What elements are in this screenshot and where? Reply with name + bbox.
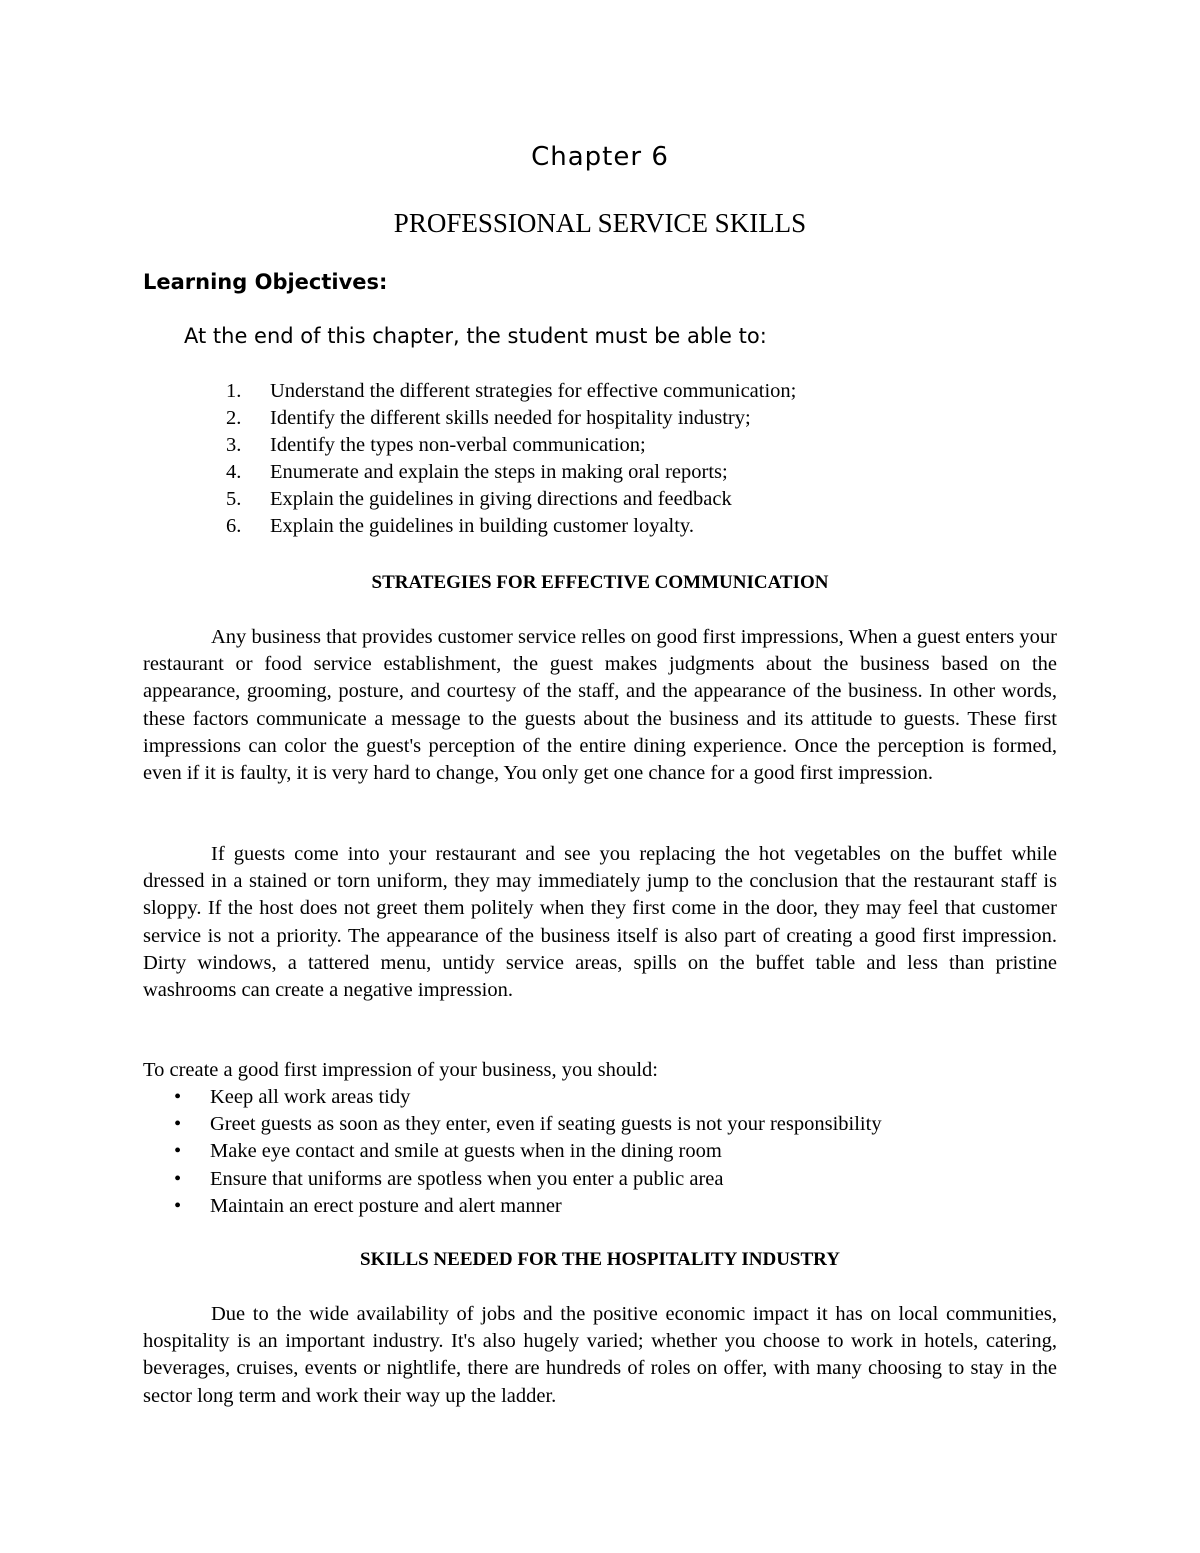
objective-number: 4. bbox=[226, 461, 242, 483]
bullet-text: Maintain an erect posture and alert manner bbox=[210, 1194, 562, 1217]
objective-item bbox=[226, 378, 796, 405]
bullet-icon: • bbox=[174, 1113, 182, 1136]
learning-objectives-intro: At the end of this chapter, the student must be able to: bbox=[184, 324, 767, 348]
section-heading-strategies: STRATEGIES FOR EFFECTIVE COMMUNICATION bbox=[371, 572, 829, 593]
bullet-text: Ensure that uniforms are spotless when you enter a public area bbox=[210, 1167, 724, 1190]
objective-text: Enumerate and explain the steps in making oral reports; bbox=[270, 461, 728, 483]
objective-item bbox=[226, 513, 796, 540]
chapter-label: Chapter 6 bbox=[531, 142, 669, 172]
bullet-icon: • bbox=[174, 1194, 182, 1217]
bullet-item bbox=[170, 1166, 882, 1193]
bullet-item bbox=[170, 1084, 882, 1111]
first-impression-bullets bbox=[170, 1084, 882, 1220]
bullet-text: Keep all work areas tidy bbox=[210, 1086, 411, 1108]
objective-number: 5. bbox=[226, 488, 242, 510]
objective-item bbox=[226, 459, 796, 486]
objective-text: Explain the guidelines in building customer loyalty. bbox=[270, 515, 694, 537]
bullet-text: Greet guests as soon as they enter, even if seating guests is not your responsibility bbox=[210, 1113, 882, 1136]
bullet-icon: • bbox=[174, 1167, 182, 1190]
objective-number: 1. bbox=[226, 380, 242, 402]
strategies-paragraph-2: If guests come into your restaurant and see you replacing the hot vegetables on the buffet while dressed in a stained or torn uniform, they may immediately jump to the conclusion that the restaurant staff is sloppy. If the host does not greet them politely when they first come in the door, they may feel that customer service is not a priority. The appearance of the business itself is also part of creating a good first impression. Dirty windows, a tattered menu, untidy service areas, spills on the buffet table and less than pristine washrooms can create a negative impression. bbox=[143, 843, 1057, 1002]
bullet-icon: • bbox=[174, 1140, 182, 1163]
bullet-item bbox=[170, 1138, 882, 1165]
learning-objectives-heading: Learning Objectives: bbox=[143, 270, 388, 294]
section-heading-skills: SKILLS NEEDED FOR THE HOSPITALITY INDUSTRY bbox=[360, 1249, 840, 1270]
objective-text: Identify the different skills needed for hospitality industry; bbox=[270, 407, 751, 429]
objective-item bbox=[226, 405, 796, 432]
first-impression-list-intro: To create a good first impression of your business, you should: bbox=[143, 1059, 658, 1081]
bullet-icon: • bbox=[174, 1086, 182, 1108]
skills-paragraph-1: Due to the wide availability of jobs and the positive economic impact it has on local communities, hospitality is an important industry. It's also hugely varied; whether you choose to work in hotels, catering, beverages, cruises, events or nightlife, there are hundreds of roles on offer, with many choosing to stay in the sector long term and work their way up the ladder. bbox=[143, 1303, 1057, 1407]
objective-number: 6. bbox=[226, 515, 242, 537]
objective-text: Explain the guidelines in giving directions and feedback bbox=[270, 488, 732, 510]
objective-text: Identify the types non-verbal communication; bbox=[270, 434, 646, 456]
objective-number: 3. bbox=[226, 434, 242, 456]
objective-item bbox=[226, 432, 796, 459]
objective-number: 2. bbox=[226, 407, 242, 429]
strategies-paragraph-1: Any business that provides customer service relles on good first impressions, When a guest enters your restaurant or food service establishment, the guest makes judgments about the business based on the appearance, grooming, posture, and courtesy of the staff, and the appearance of the business. In other words, these factors communicate a message to the guests about the business and its attitude to guests. These first impressions can color the guest's perception of the entire dining experience. Once the perception is formed, even if it is faulty, it is very hard to change, You only get one chance for a good first impression. bbox=[143, 626, 1057, 785]
objective-item bbox=[226, 486, 796, 513]
page-title: PROFESSIONAL SERVICE SKILLS bbox=[393, 208, 807, 238]
bullet-text: Make eye contact and smile at guests when in the dining room bbox=[210, 1140, 722, 1163]
bullet-item bbox=[170, 1193, 882, 1220]
objectives-list bbox=[226, 378, 796, 540]
bullet-item bbox=[170, 1111, 882, 1138]
objective-text: Understand the different strategies for effective communication; bbox=[270, 380, 797, 402]
